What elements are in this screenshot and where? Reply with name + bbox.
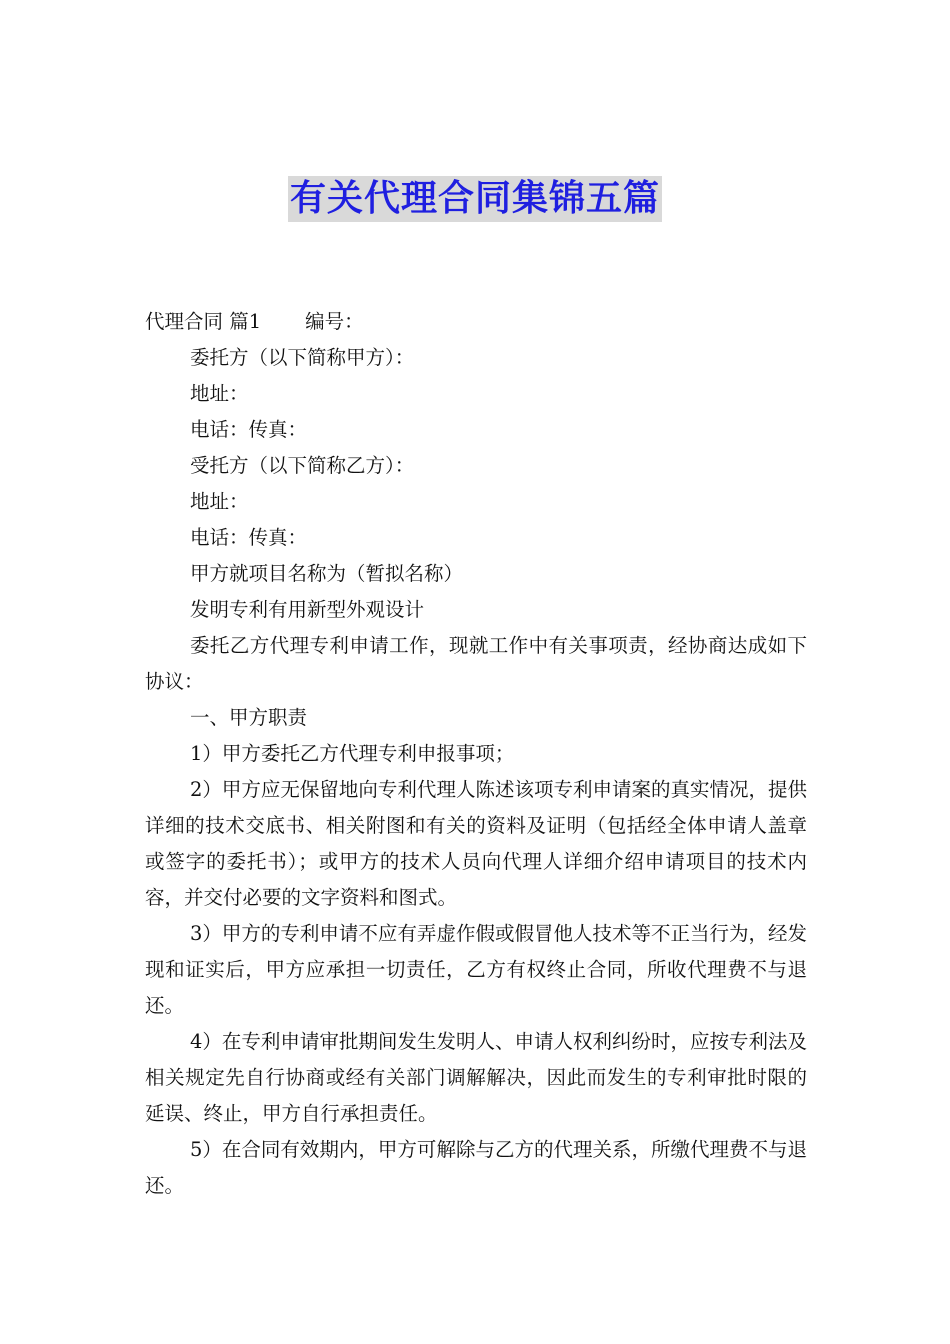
- intro-paragraph: 委托乙方代理专利申请工作，现就工作中有关事项责，经协商达成如下协议：: [145, 634, 807, 693]
- number-label: 编号：: [305, 310, 364, 333]
- agent-phone-field: 电话：传真：: [190, 526, 308, 549]
- item-3: 3）甲方的专利申请不应有弄虚作假或假冒他人技术等不正当行为，经发现和证实后，甲方应承担一切责任，乙方有权终止合同，所收代理费不与退还。: [145, 922, 807, 1017]
- principal-field: 委托方（以下简称甲方）：: [190, 346, 415, 369]
- section1-heading: 一、甲方职责: [190, 706, 308, 729]
- item-4: 4）在专利申请审批期间发生发明人、申请人权利纠纷时，应按专利法及相关规定先自行协商或经有关部门调解解决，因此而发生的专利审批时限的延误、终止，甲方自行承担责任。: [145, 1030, 807, 1125]
- principal-address-field: 地址：: [190, 382, 249, 405]
- principal-phone-field: 电话：传真：: [190, 418, 308, 441]
- document-title: 有关代理合同集锦五篇: [288, 176, 662, 222]
- item-5: 5）在合同有效期内，甲方可解除与乙方的代理关系，所缴代理费不与退还。: [145, 1138, 807, 1197]
- document-body: [145, 304, 807, 1204]
- item-1: 1）甲方委托乙方代理专利申报事项；: [190, 742, 515, 765]
- agent-field: 受托方（以下简称乙方）：: [190, 454, 415, 477]
- contract-label: 代理合同 篇1: [145, 310, 262, 333]
- patent-types-line: 发明专利有用新型外观设计: [190, 598, 425, 621]
- header-line: [145, 304, 807, 340]
- item-2: 2）甲方应无保留地向专利代理人陈述该项专利申请案的真实情况，提供详细的技术交底书、相关附图和有关的资料及证明（包括经全体申请人盖章或签字的委托书）；或甲方的技术人员向代理人详细介绍申请项目的技术内容，并交付必要的文字资料和图式。: [145, 778, 807, 909]
- title-container: [0, 176, 950, 222]
- project-name-line: 甲方就项目名称为（暂拟名称）: [190, 562, 464, 585]
- agent-address-field: 地址：: [190, 490, 249, 513]
